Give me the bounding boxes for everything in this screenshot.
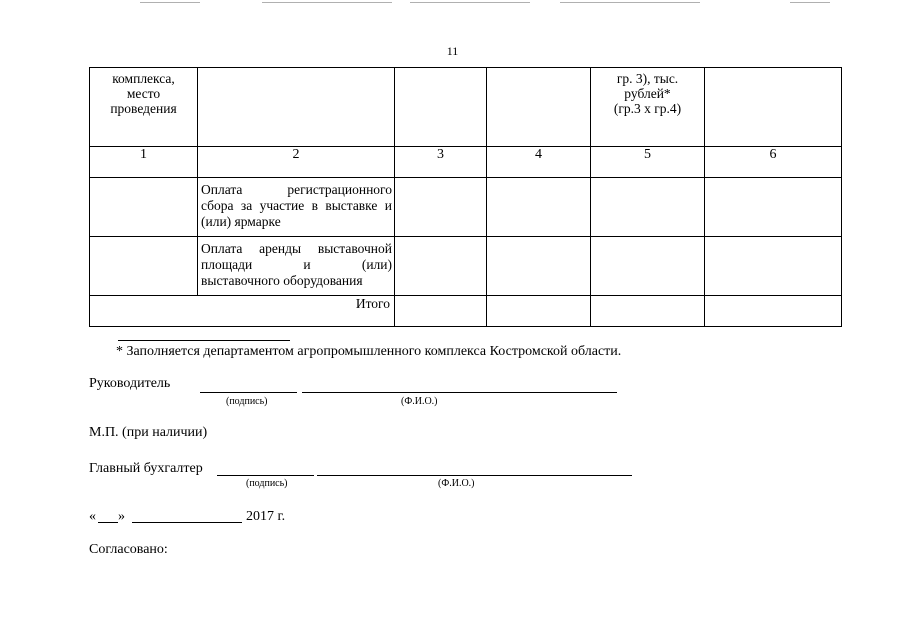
head-signature-line	[200, 392, 297, 393]
scan-artifact	[790, 2, 830, 3]
table-row	[90, 178, 842, 237]
scan-artifact	[560, 2, 700, 3]
header-cell-col2	[198, 68, 395, 147]
total-cell	[487, 296, 591, 327]
agreed-label: Согласовано:	[89, 542, 168, 557]
table-header-row	[90, 68, 842, 147]
footnote-separator	[118, 340, 290, 341]
header-col5-line: рублей*	[624, 86, 671, 101]
expense-line: (или) ярмарке	[201, 214, 281, 229]
expense-line: Оплата регистрационного	[201, 182, 392, 197]
column-number-row	[90, 147, 842, 178]
table-cell	[395, 178, 487, 237]
column-number: 4	[487, 147, 591, 178]
total-row	[90, 296, 842, 327]
head-signature-caption: (подпись)	[226, 396, 268, 407]
expense-line: выставочного оборудования	[201, 273, 363, 288]
total-cell	[705, 296, 842, 327]
column-number: 6	[705, 147, 842, 178]
column-number: 2	[198, 147, 395, 178]
column-number: 3	[395, 147, 487, 178]
accountant-name-caption: (Ф.И.О.)	[438, 478, 475, 489]
total-label: Итого	[90, 296, 395, 327]
head-name-line	[302, 392, 617, 393]
header-cell-col1	[90, 68, 198, 147]
header-cell-col5	[591, 68, 705, 147]
accountant-label: Главный бухгалтер	[89, 461, 203, 476]
table-cell	[395, 237, 487, 296]
scan-artifact	[410, 2, 530, 3]
table-cell	[591, 237, 705, 296]
head-name-caption: (Ф.И.О.)	[401, 396, 438, 407]
header-col1-line: проведения	[110, 101, 177, 116]
expense-line: Оплата аренды выставочной	[201, 241, 392, 256]
accountant-name-line	[317, 475, 632, 476]
head-label: Руководитель	[89, 376, 171, 391]
accountant-signature-caption: (подпись)	[246, 478, 288, 489]
table-cell	[487, 178, 591, 237]
table-cell	[705, 237, 842, 296]
table-cell	[705, 178, 842, 237]
header-cell-col4	[487, 68, 591, 147]
scan-artifact	[262, 2, 392, 3]
date-year: 2017 г.	[246, 509, 286, 524]
table-row	[90, 237, 842, 296]
table-cell	[591, 178, 705, 237]
date-day-line	[98, 522, 118, 523]
expense-description-cell	[198, 237, 395, 296]
header-col5-line: гр. 3), тыс.	[616, 71, 679, 86]
header-cell-col3	[395, 68, 487, 147]
header-col1-line: место	[126, 86, 161, 101]
header-cell-col6	[705, 68, 842, 147]
date-month-line	[132, 522, 242, 523]
table-cell	[90, 178, 198, 237]
expense-line: площади и (или)	[201, 257, 392, 272]
page-number: 11	[446, 44, 459, 58]
date-open-quote: «	[89, 509, 96, 524]
table-cell	[90, 237, 198, 296]
expense-line: сбора за участие в выставке и	[201, 198, 392, 213]
budget-table	[89, 67, 842, 327]
footnote: * Заполняется департаментом агропромышленного комплекса Костромской области.	[116, 344, 622, 359]
column-number: 5	[591, 147, 705, 178]
column-number: 1	[90, 147, 198, 178]
stamp-label: М.П. (при наличии)	[89, 425, 208, 440]
total-cell	[395, 296, 487, 327]
scan-artifact	[140, 2, 200, 3]
header-col5-line: (гр.3 х гр.4)	[613, 101, 682, 116]
accountant-signature-line	[217, 475, 314, 476]
expense-description-cell	[198, 178, 395, 237]
table-cell	[487, 237, 591, 296]
header-col1-line: комплекса,	[112, 71, 175, 86]
total-cell	[591, 296, 705, 327]
date-close-quote: »	[118, 509, 125, 524]
